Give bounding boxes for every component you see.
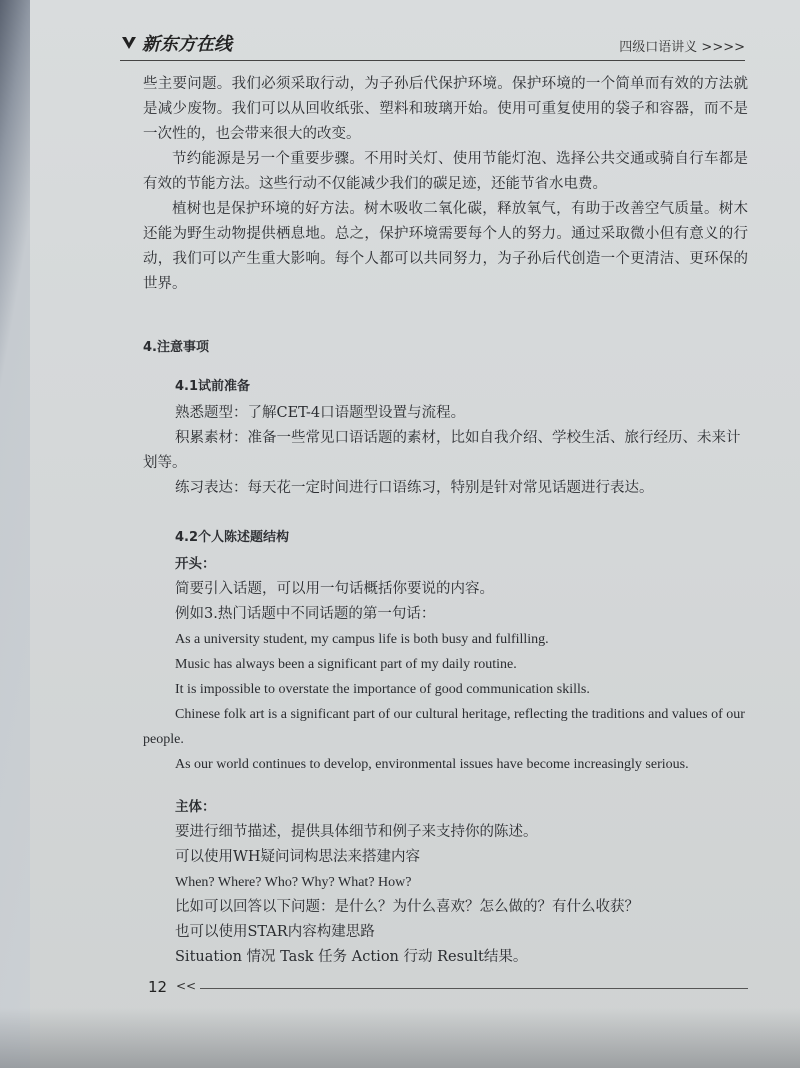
example-sentence: Chinese folk art is a significant part of our cultural heritage, reflecting the traditions and values of our people. (143, 707, 745, 747)
paragraph: 些主要问题。我们必须采取行动，为子孙后代保护环境。保护环境的一个简单而有效的方法就是减少废物。我们可以从回收纸张、塑料和玻璃开始。使用可重复使用的袋子和容器，而不是一次性的，也会带来很大的改变。 (143, 76, 748, 142)
page-number: 12 (148, 978, 168, 996)
list-item: 可以使用WH疑问词构思法来搭建内容 (175, 849, 421, 865)
page-footer (148, 978, 748, 1000)
list-item: 比如可以回答以下问题：是什么？为什么喜欢？怎么做的？有什么收获？ (175, 899, 639, 915)
example-sentence: As our world continues to develop, environmental issues have become increasingly serious. (175, 757, 689, 772)
page-content (143, 72, 748, 970)
footer-rule (200, 988, 748, 989)
example-sentence: It is impossible to overstate the importance of good communication skills. (175, 682, 590, 697)
header-rule (120, 60, 745, 61)
subsection-heading: 4.1试前准备 (175, 379, 251, 394)
page-shadow (0, 1008, 800, 1068)
publisher-logo (120, 30, 232, 56)
list-item: 简要引入话题，可以用一句话概括你要说的内容。 (175, 581, 494, 597)
section-heading: 4.注意事项 (143, 340, 209, 355)
logo-text: 新东方在线 (142, 34, 232, 55)
example-sentence: As a university student, my campus life is both busy and fulfilling. (175, 632, 549, 647)
list-item: When? Where? Who? Why? What? How? (175, 875, 412, 890)
list-item: 熟悉题型：了解CET-4口语题型设置与流程。 (175, 405, 466, 421)
subsection-heading: 4.2个人陈述题结构 (175, 530, 290, 545)
paragraph: 节约能源是另一个重要步骤。不用时关灯、使用节能灯泡、选择公共交通或骑自行车都是有效的节能方法。这些行动不仅能减少我们的碳足迹，还能节省水电费。 (143, 151, 748, 192)
example-sentence: Music has always been a significant part of my daily routine. (175, 657, 517, 672)
list-item: 积累素材：准备一些常见口语话题的素材，比如自我介绍、学校生活、旅行经历、未来计划等。 (143, 430, 741, 471)
list-item: 练习表达：每天花一定时间进行口语练习，特别是针对常见话题进行表达。 (175, 480, 654, 496)
chevron-left-icon: << (176, 979, 197, 993)
header-title: 四级口语讲义 >>>> (619, 40, 745, 55)
list-item: Situation 情况 Task 任务 Action 行动 Result结果。 (175, 949, 528, 965)
list-item: 也可以使用STAR内容构建思路 (175, 924, 375, 940)
body-label: 主体： (175, 799, 216, 815)
opening-label: 开头： (175, 556, 216, 572)
list-item: 要进行细节描述，提供具体细节和例子来支持你的陈述。 (175, 824, 538, 840)
page-header (120, 28, 745, 60)
paragraph: 植树也是保护环境的好方法。树木吸收二氧化碳，释放氧气，有助于改善空气质量。树木还能为野生动物提供栖息地。总之，保护环境需要每个人的努力。通过采取微小但有意义的行动，我们可以产生重大影响。每个人都可以共同努力，为子孙后代创造一个更清洁、更环保的世界。 (143, 201, 748, 292)
list-item: 例如3.热门话题中不同话题的第一句话： (175, 606, 436, 622)
logo-mark-icon (120, 34, 138, 52)
